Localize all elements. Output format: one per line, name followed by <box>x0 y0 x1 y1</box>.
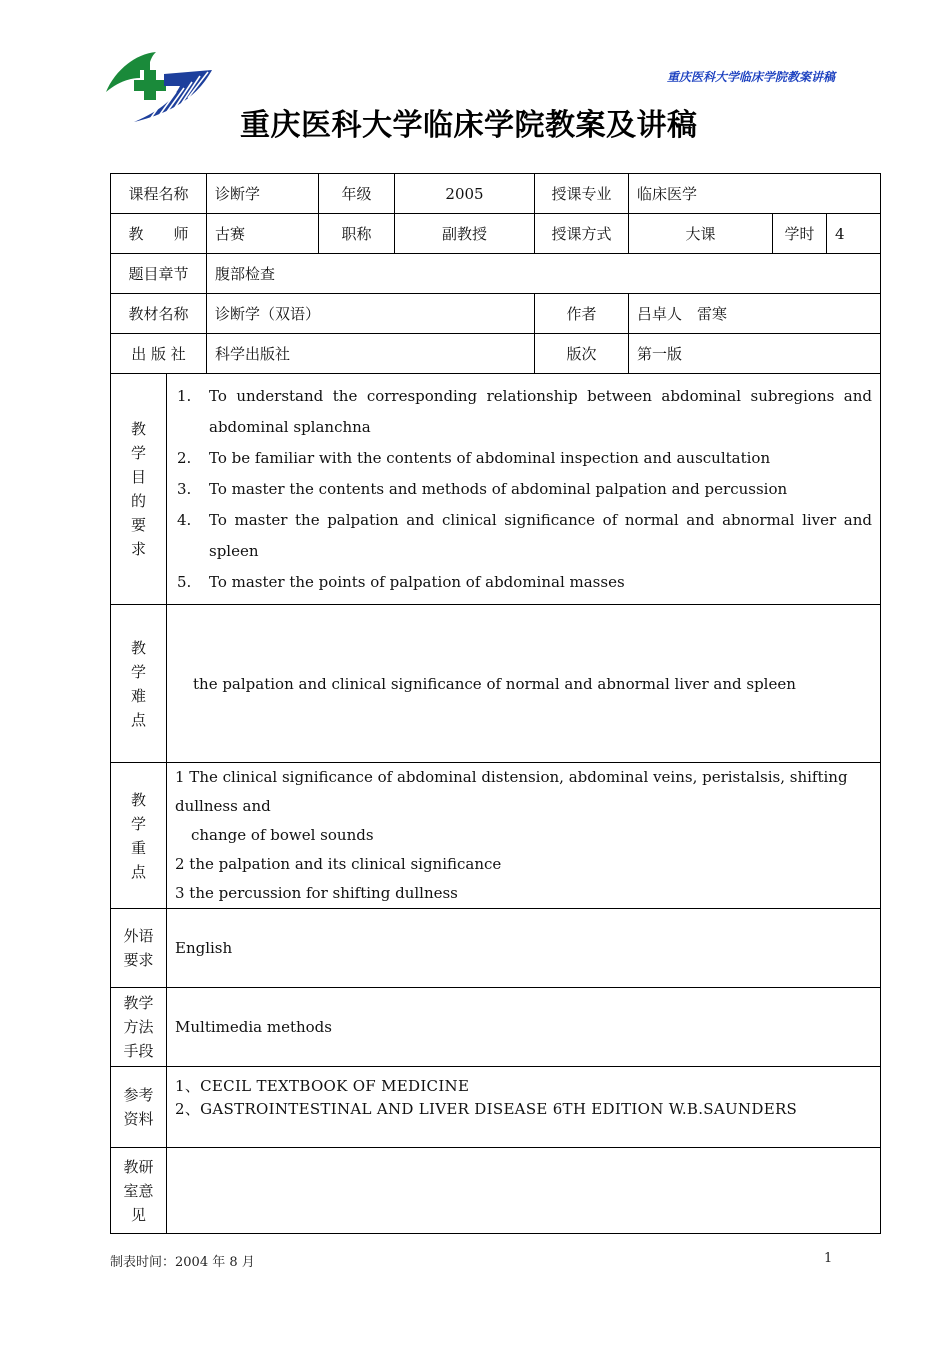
page-title: 重庆医科大学临床学院教案及讲稿 <box>240 108 698 143</box>
author-value: 吕卓人 雷寒 <box>629 294 881 334</box>
references-label: 参考 资料 <box>111 1067 167 1148</box>
teaching-method-label: 教学 方法 手段 <box>111 988 167 1067</box>
rank-value: 副教授 <box>395 214 535 254</box>
reference-item: 1、CECIL TEXTBOOK OF MEDICINE <box>175 1077 470 1095</box>
keypoint-line: change of bowel sounds <box>191 826 374 844</box>
publisher-value: 科学出版社 <box>207 334 535 374</box>
keypoint-line: 1 The clinical significance of abdominal distension, abdominal veins, peristalsis, shifting dullness and <box>175 768 848 815</box>
course-name-label: 课程名称 <box>111 174 207 214</box>
list-item: 4. To master the palpation and clinical significance of normal and abnormal liver and spleen <box>177 510 873 560</box>
author-label: 作者 <box>535 294 629 334</box>
office-opinion-value <box>167 1148 881 1234</box>
language-label: 外语 要求 <box>111 909 167 988</box>
office-opinion-label: 教研 室意 见 <box>111 1148 167 1234</box>
reference-item: 2、GASTROINTESTINAL AND LIVER DISEASE 6TH EDITION W.B.SAUNDERS <box>175 1100 798 1118</box>
objectives-content <box>167 374 881 605</box>
grade-value: 2005 <box>395 174 535 214</box>
rank-label: 职称 <box>319 214 395 254</box>
method-label: 授课方式 <box>535 214 629 254</box>
list-item: 5. To master the points of palpation of abdominal masses <box>177 572 625 591</box>
publisher-label: 出 版 社 <box>111 334 207 374</box>
edition-value: 第一版 <box>629 334 881 374</box>
method-value: 大课 <box>629 214 773 254</box>
keypoint-line: 2 the palpation and its clinical significance <box>175 855 502 873</box>
grade-label: 年级 <box>319 174 395 214</box>
textbook-label: 教材名称 <box>111 294 207 334</box>
list-item: 2. To be familiar with the contents of abdominal inspection and auscultation <box>177 448 771 467</box>
chapter-value: 腹部检查 <box>207 254 881 294</box>
references-content <box>167 1067 881 1148</box>
header-tag: 重庆医科大学临床学院教案讲稿 <box>666 70 835 84</box>
difficulty-label: 教 学 难 点 <box>111 605 167 763</box>
hours-label: 学时 <box>773 214 827 254</box>
keypoints-label: 教 学 重 点 <box>111 763 167 909</box>
course-name-value: 诊断学 <box>207 174 319 214</box>
page-number: 1 <box>824 1251 833 1266</box>
lesson-plan-table <box>110 173 881 1234</box>
objectives-label: 教 学 目 的 要 求 <box>111 374 167 605</box>
teacher-value: 古赛 <box>207 214 319 254</box>
teaching-method-value: Multimedia methods <box>167 988 881 1067</box>
textbook-value: 诊断学（双语） <box>207 294 535 334</box>
chapter-label: 题目章节 <box>111 254 207 294</box>
major-label: 授课专业 <box>535 174 629 214</box>
keypoint-line: 3 the percussion for shifting dullness <box>175 884 458 902</box>
edition-label: 版次 <box>535 334 629 374</box>
teacher-label: 教 师 <box>111 214 207 254</box>
list-item: 3. To master the contents and methods of abdominal palpation and percussion <box>177 479 788 498</box>
difficulty-content: the palpation and clinical significance of normal and abnormal liver and spleen <box>167 605 881 763</box>
university-logo <box>104 48 216 126</box>
list-item: 1. To understand the corresponding relationship between abdominal subregions and abdominal splanchna <box>177 386 873 436</box>
footer-date: 制表时间：2004 年 8 月 <box>110 1255 255 1270</box>
keypoints-content <box>167 763 881 909</box>
hours-value: 4 <box>827 214 881 254</box>
language-value: English <box>167 909 881 988</box>
major-value: 临床医学 <box>629 174 881 214</box>
